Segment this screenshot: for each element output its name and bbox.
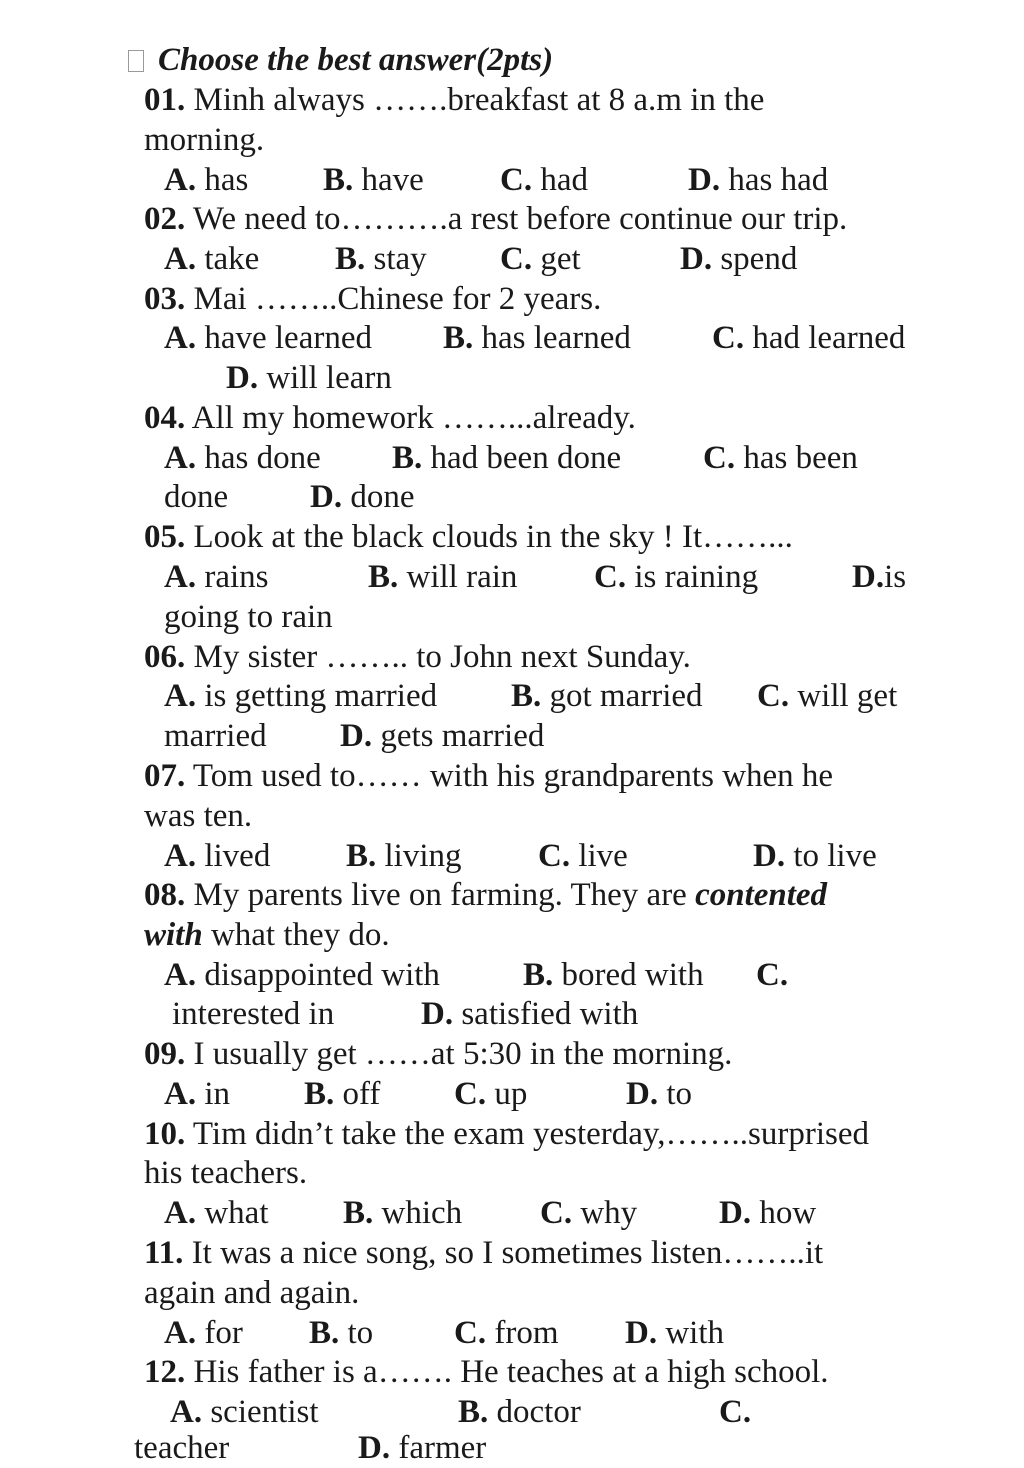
option-letter: C. xyxy=(757,678,790,714)
question-08-options-cont xyxy=(0,994,1024,1034)
option-d[interactable] xyxy=(358,1428,486,1468)
option-text: got married xyxy=(541,678,703,714)
option-text: will learn xyxy=(258,360,392,396)
option-letter: C. xyxy=(719,1394,752,1430)
option-c-continued: teacher xyxy=(134,1430,230,1466)
question-text: My sister …….. to John next Sunday. xyxy=(185,639,691,675)
option-letter: A. xyxy=(164,320,197,356)
option-c[interactable] xyxy=(500,239,581,279)
option-letter: D. xyxy=(688,162,721,198)
question-number: 01. xyxy=(144,82,186,118)
option-text: in xyxy=(196,1076,231,1112)
question-04-stem xyxy=(144,398,636,438)
question-07-stem-cont xyxy=(144,796,252,836)
question-01-stem-cont xyxy=(144,120,264,160)
option-letter: D. xyxy=(310,479,343,515)
option-letter: A. xyxy=(164,241,197,277)
emphasized-word: with xyxy=(144,917,203,953)
option-letter: D. xyxy=(680,241,713,277)
option-text: is raining xyxy=(626,559,759,595)
option-c[interactable] xyxy=(757,676,897,716)
option-text: to xyxy=(339,1315,374,1351)
option-d[interactable] xyxy=(680,239,797,279)
question-01-stem xyxy=(144,80,764,120)
question-text: Minh always …….breakfast at 8 a.m in the xyxy=(185,82,765,118)
question-text: All my homework ……...already. xyxy=(185,400,636,436)
option-text: spend xyxy=(712,241,798,277)
option-b[interactable] xyxy=(458,1392,581,1432)
question-11-options xyxy=(0,1313,1024,1353)
option-letter: B. xyxy=(523,957,554,993)
question-09-stem xyxy=(144,1034,732,1074)
question-text: Look at the black clouds in the sky ! It……... xyxy=(185,519,793,555)
question-12-options xyxy=(0,1392,1024,1432)
option-text: will get xyxy=(789,678,898,714)
option-d[interactable] xyxy=(625,1313,724,1353)
option-c[interactable] xyxy=(712,318,905,358)
option-letter: C. xyxy=(500,162,533,198)
option-text: had learned xyxy=(744,320,906,356)
option-c[interactable] xyxy=(756,955,788,995)
question-10-stem-cont xyxy=(144,1153,307,1193)
question-03-options-cont xyxy=(0,358,1024,398)
option-a[interactable] xyxy=(170,1392,319,1432)
option-a[interactable] xyxy=(164,676,437,716)
option-letter: D. xyxy=(340,718,373,754)
option-text: for xyxy=(196,1315,243,1351)
question-11-stem-cont xyxy=(144,1273,359,1313)
option-letter: A. xyxy=(164,678,197,714)
option-text: farmer xyxy=(390,1430,487,1466)
question-text: His father is a……. He teaches at a high school. xyxy=(185,1354,829,1390)
question-02-options xyxy=(0,239,1024,279)
option-text: have xyxy=(353,162,424,198)
option-d[interactable] xyxy=(310,477,415,517)
option-c[interactable] xyxy=(594,557,758,597)
question-10-options xyxy=(0,1193,1024,1233)
option-text: get xyxy=(532,241,581,277)
question-10-stem xyxy=(144,1114,869,1154)
question-number: 07. xyxy=(144,758,186,794)
option-letter: A. xyxy=(164,162,197,198)
question-01-options xyxy=(0,160,1024,200)
option-letter: D. xyxy=(719,1195,752,1231)
question-number: 09. xyxy=(144,1036,186,1072)
question-09-options xyxy=(0,1074,1024,1114)
option-letter: B. xyxy=(323,162,354,198)
option-letter: B. xyxy=(511,678,542,714)
question-number: 03. xyxy=(144,281,186,317)
option-a[interactable] xyxy=(164,318,372,358)
option-text: off xyxy=(334,1076,381,1112)
option-b[interactable] xyxy=(343,1193,462,1233)
option-d-continued: going to rain xyxy=(164,599,333,635)
question-text: Tim didn’t take the exam yesterday,……..surprised xyxy=(185,1116,869,1152)
option-text: up xyxy=(486,1076,528,1112)
option-d[interactable] xyxy=(421,994,638,1034)
question-06-stem xyxy=(144,637,691,677)
option-text: have learned xyxy=(196,320,372,356)
question-12-stem xyxy=(144,1352,829,1392)
option-letter: D. xyxy=(852,559,885,595)
option-c[interactable] xyxy=(500,160,588,200)
option-text: from xyxy=(486,1315,559,1351)
option-text: has xyxy=(196,162,249,198)
option-text: which xyxy=(373,1195,463,1231)
option-letter: A. xyxy=(164,1195,197,1231)
option-text: has had xyxy=(720,162,829,198)
option-c[interactable] xyxy=(454,1313,559,1353)
option-b[interactable] xyxy=(523,955,704,995)
option-d[interactable] xyxy=(719,1193,816,1233)
option-d[interactable] xyxy=(688,160,828,200)
question-text: what they do. xyxy=(202,917,390,953)
question-02-stem xyxy=(144,199,847,239)
option-text: take xyxy=(196,241,260,277)
question-03-options xyxy=(0,318,1024,358)
option-letter: B. xyxy=(443,320,474,356)
option-text: had been done xyxy=(422,440,622,476)
option-text: living xyxy=(376,838,462,874)
option-c[interactable] xyxy=(454,1074,527,1114)
question-text: Tom used to…… with his grandparents when he xyxy=(185,758,834,794)
option-text: is xyxy=(884,559,907,595)
option-letter: A. xyxy=(170,1394,203,1430)
option-c[interactable] xyxy=(719,1392,751,1432)
option-a[interactable] xyxy=(164,438,321,478)
question-06-options xyxy=(0,676,1024,716)
option-c[interactable] xyxy=(540,1193,637,1233)
option-d[interactable] xyxy=(626,1074,692,1114)
question-text: Mai ……..Chinese for 2 years. xyxy=(185,281,602,317)
question-number: 02. xyxy=(144,201,186,237)
option-letter: C. xyxy=(500,241,533,277)
question-07-stem xyxy=(144,756,833,796)
option-b[interactable] xyxy=(392,438,621,478)
option-letter: C. xyxy=(454,1315,487,1351)
option-c-continued: done xyxy=(164,479,229,515)
option-a[interactable] xyxy=(164,160,248,200)
option-text: done xyxy=(342,479,415,515)
option-text: gets married xyxy=(372,718,545,754)
option-letter: C. xyxy=(756,957,789,993)
option-letter: C. xyxy=(538,838,571,874)
option-letter: D. xyxy=(753,838,786,874)
empty-checkbox-icon xyxy=(128,50,144,72)
option-b[interactable] xyxy=(346,836,462,876)
question-12-options-cont xyxy=(0,1428,1024,1468)
question-04-options-cont xyxy=(0,477,1024,517)
option-letter: A. xyxy=(164,957,197,993)
option-text: scientist xyxy=(202,1394,319,1430)
option-text: why xyxy=(572,1195,638,1231)
option-text: bored with xyxy=(553,957,704,993)
option-b[interactable] xyxy=(443,318,631,358)
option-d[interactable] xyxy=(226,358,392,398)
option-text: live xyxy=(570,838,628,874)
question-text: his teachers. xyxy=(144,1155,308,1191)
option-letter: C. xyxy=(594,559,627,595)
option-letter: C. xyxy=(454,1076,487,1112)
option-b[interactable] xyxy=(304,1074,380,1114)
option-a[interactable] xyxy=(164,239,259,279)
option-letter: D. xyxy=(421,996,454,1032)
option-letter: A. xyxy=(164,559,197,595)
question-number: 06. xyxy=(144,639,186,675)
question-text: morning. xyxy=(144,122,265,158)
option-letter: B. xyxy=(368,559,399,595)
question-number: 12. xyxy=(144,1354,186,1390)
question-text: It was a nice song, so I sometimes listen……..it xyxy=(183,1235,824,1271)
option-letter: B. xyxy=(346,838,377,874)
option-letter: D. xyxy=(626,1076,659,1112)
option-d[interactable] xyxy=(340,716,544,756)
question-05-options-cont xyxy=(0,597,1024,637)
option-letter: D. xyxy=(226,360,259,396)
option-c-continued: married xyxy=(164,718,267,754)
option-text: is getting married xyxy=(196,678,438,714)
option-text: to xyxy=(658,1076,693,1112)
question-number: 11. xyxy=(144,1235,184,1271)
option-text: disappointed with xyxy=(196,957,440,993)
option-letter: B. xyxy=(335,241,366,277)
option-text: with xyxy=(657,1315,725,1351)
option-letter: A. xyxy=(164,440,197,476)
section-title: Choose the best answer(2pts) xyxy=(158,42,554,78)
option-text: lived xyxy=(196,838,271,874)
question-number: 05. xyxy=(144,519,186,555)
option-text: had xyxy=(532,162,588,198)
option-c[interactable] xyxy=(538,836,628,876)
option-text: has done xyxy=(196,440,321,476)
option-text: what xyxy=(196,1195,269,1231)
option-letter: B. xyxy=(309,1315,340,1351)
question-text: was ten. xyxy=(144,798,253,834)
question-number: 04. xyxy=(144,400,186,436)
option-text: has learned xyxy=(473,320,631,356)
option-letter: A. xyxy=(164,1315,197,1351)
question-06-options-cont xyxy=(0,716,1024,756)
question-08-stem xyxy=(144,875,827,915)
option-text: has been xyxy=(735,440,858,476)
question-number: 08. xyxy=(144,877,186,913)
question-08-options xyxy=(0,955,1024,995)
option-text: satisfied with xyxy=(453,996,639,1032)
question-04-options xyxy=(0,438,1024,478)
question-05-stem xyxy=(144,517,793,557)
option-text: how xyxy=(751,1195,817,1231)
option-a[interactable] xyxy=(164,1074,230,1114)
option-letter: B. xyxy=(458,1394,489,1430)
option-text: to live xyxy=(785,838,877,874)
option-letter: A. xyxy=(164,1076,197,1112)
option-d[interactable] xyxy=(852,557,906,597)
option-text: rains xyxy=(196,559,269,595)
option-a[interactable] xyxy=(164,1313,243,1353)
option-letter: D. xyxy=(625,1315,658,1351)
option-text: will rain xyxy=(398,559,518,595)
option-a[interactable] xyxy=(164,1193,269,1233)
option-d[interactable] xyxy=(753,836,877,876)
option-letter: B. xyxy=(343,1195,374,1231)
option-letter: C. xyxy=(540,1195,573,1231)
option-letter: D. xyxy=(358,1430,391,1466)
section-heading xyxy=(128,40,553,80)
option-letter: B. xyxy=(392,440,423,476)
option-b[interactable] xyxy=(309,1313,373,1353)
question-text: My parents live on farming. They are xyxy=(185,877,696,913)
option-letter: A. xyxy=(164,838,197,874)
option-b[interactable] xyxy=(323,160,424,200)
question-08-stem-cont xyxy=(144,915,390,955)
question-03-stem xyxy=(144,279,601,319)
question-text: We need to……….a rest before continue our trip. xyxy=(185,201,848,237)
option-a[interactable] xyxy=(164,955,440,995)
option-letter: B. xyxy=(304,1076,335,1112)
option-a[interactable] xyxy=(164,557,269,597)
option-b[interactable] xyxy=(511,676,703,716)
option-text: stay xyxy=(365,241,427,277)
option-letter: C. xyxy=(703,440,736,476)
emphasized-word: contented xyxy=(695,877,828,913)
option-b[interactable] xyxy=(368,557,517,597)
question-text: I usually get ……at 5:30 in the morning. xyxy=(185,1036,733,1072)
option-letter: C. xyxy=(712,320,745,356)
option-a[interactable] xyxy=(164,836,270,876)
question-number: 10. xyxy=(144,1116,186,1152)
question-11-stem xyxy=(144,1233,823,1273)
option-text: doctor xyxy=(488,1394,581,1430)
option-b[interactable] xyxy=(335,239,427,279)
question-07-options xyxy=(0,836,1024,876)
option-c-continued: interested in xyxy=(172,996,335,1032)
option-c[interactable] xyxy=(703,438,858,478)
question-05-options xyxy=(0,557,1024,597)
question-text: again and again. xyxy=(144,1275,360,1311)
